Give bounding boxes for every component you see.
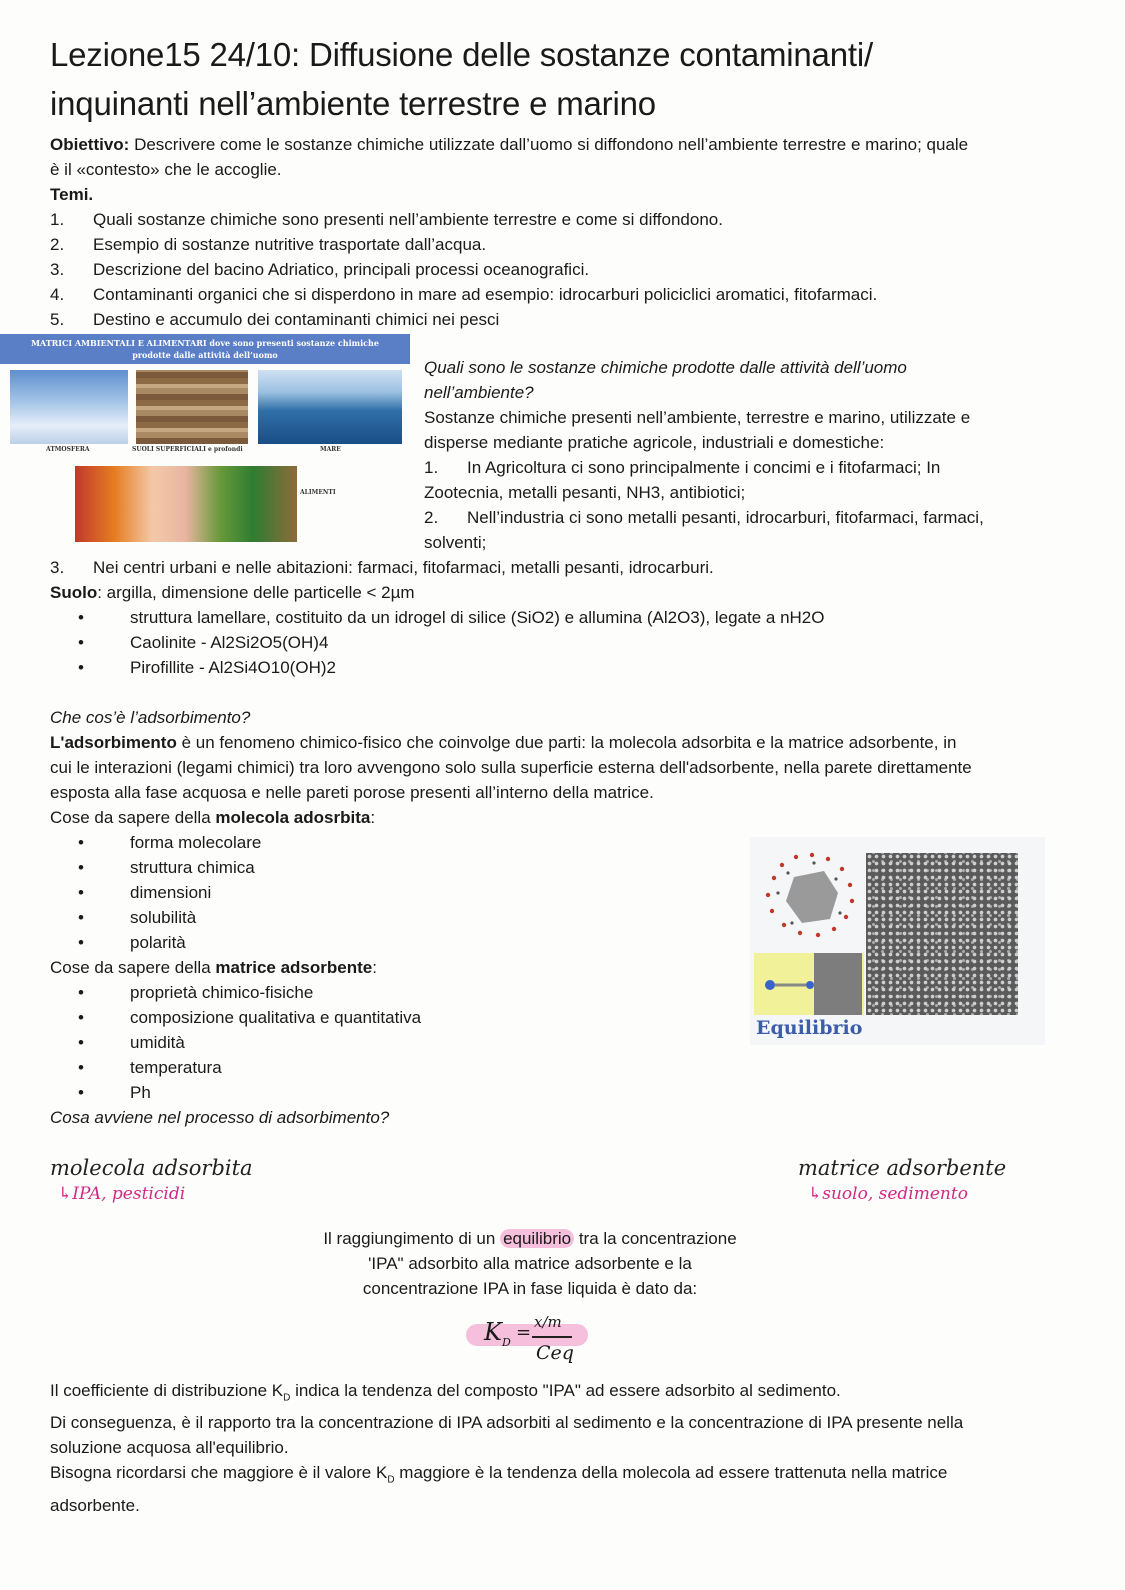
kd-formula [466, 1310, 591, 1374]
atmosphere-image [10, 370, 128, 444]
molecule-heading: Cose da sapere della molecola adosrbita: [50, 808, 376, 827]
porous-matrix-image [866, 853, 1018, 1015]
arrow-icon: ↳ [58, 1184, 73, 1204]
matrices-figure [0, 334, 412, 544]
sea-image [258, 370, 402, 444]
list-item: • forma molecolare [78, 833, 262, 852]
caption-suoli: SUOLI SUPERFICIALI e profondi [132, 446, 243, 453]
list-item: • polarità [78, 933, 186, 952]
page-title: Lezione15 24/10: Diffusione delle sostanze contaminanti/ inquinanti nell’ambiente terrestre e marino [50, 36, 873, 122]
handwritten-matrix [798, 1156, 1058, 1204]
coefficient-text: Il coefficiente di distribuzione $K_D$ indica la tendenza del composto "IPA" ad essere adsorbito al sedimento. Di conseguenza, è il rapporto tra la concentrazione di IPA adsorbiti al sedimento e la concentrazione di IPA presente nella soluzione acquosa all'equilibrio. Bisogna ricordarsi che maggiore è il valore $K_D$ maggiore è la tendenza della molecola ad essere trattenuta nella matrice adsorbente. [50, 1381, 964, 1515]
adsorbed-molecule-graphic [764, 975, 824, 995]
list-item: 1. In Agricoltura ci sono principalmente i concimi e i fitofarmaci; In Zootecnia, metalli pesanti, NH3, antibiotici; [424, 458, 941, 502]
handwritten-molecule [50, 1156, 280, 1204]
soil-image [136, 370, 248, 444]
list-item: • umidità [78, 1033, 185, 1052]
objective-paragraph: Obiettivo: Descrivere come le sostanze chimiche utilizzate dall’uomo si diffondono nell’ambiente terrestre e marino; quale è il «contesto» che le accoglie. [50, 135, 969, 179]
adsorbed-particle-graphic [754, 843, 864, 953]
list-item: 4. Contaminanti organici che si disperdono in mare ad esempio: idrocarburi policiclici aromatici, fitofarmaci. [50, 285, 878, 304]
list-item: • Ph [78, 1083, 151, 1102]
formula-numerator: x/m [534, 1313, 562, 1331]
question1-block: Quali sono le sostanze chimiche prodotte dalle attività dell’uomo nell’ambiente? Sostanze chimiche presenti nell’ambiente, terrestre e marino, utilizzate e disperse mediante pratiche agricole, industriali e domestiche: 1. In Agricoltura ci sono principalmente i concimi e i fitofarmaci; In Zootecnia, metalli pesanti, NH3, antibiotici; 2. Nell’industria ci sono metalli pesanti, idrocarburi, fitofarmaci, farmaci, solventi; [424, 355, 1064, 555]
list-item: 2. Nell’industria ci sono metalli pesanti, idrocarburi, fitofarmaci, farmaci, solventi; [424, 508, 984, 552]
soil-list [50, 605, 1080, 680]
list-item: • struttura chimica [78, 858, 255, 877]
list-item: 1. Quali sostanze chimiche sono presenti nell’ambiente terrestre e come si diffondono. [50, 210, 723, 229]
list-item: • temperatura [78, 1058, 222, 1077]
formula-denominator: Ceq [536, 1342, 574, 1364]
handwritten-right-sub: ↳suolo, sedimento [808, 1184, 968, 1204]
caption-atmosfera: ATMOSFERA [46, 446, 90, 453]
list-item: • Pirofillite - Al2Si4O10(OH)2 [78, 658, 336, 677]
list-item: • dimensioni [78, 883, 212, 902]
figure-header: MATRICI AMBIENTALI E ALIMENTARI dove sono presenti sostanze chimiche prodotte dalle attività dell’uomo [0, 334, 410, 364]
formula-equals: = [516, 1322, 532, 1343]
caption-alimenti: ALIMENTI [300, 489, 336, 496]
document-page [50, 30, 1080, 332]
themes-list [50, 207, 1080, 332]
caption-mare: MARE [320, 446, 341, 453]
list-item: 2. Esempio di sostanze nutritive trasportate dall’acqua. [50, 235, 487, 254]
adsorption-question: Che cos’è l’adsorbimento? [50, 708, 251, 727]
fraction-bar [532, 1336, 572, 1338]
handwritten-right-title: matrice adsorbente [798, 1156, 1007, 1180]
list-item: • composizione qualitativa e quantitativa [78, 1008, 422, 1027]
list-item: • proprietà chimico-fisiche [78, 983, 314, 1002]
arrow-icon: ↳ [808, 1184, 823, 1204]
equilibrium-figure [750, 837, 1045, 1045]
adsorption-definition: L'adsorbimento è un fenomeno chimico-fisico che coinvolge due parti: la molecola adsorbita e la matrice adsorbente, in cui le interazioni (legami chimici) tra loro avvengono solo sulla superficie esterna dell'adsorbente, nella parete direttamente esposta alla fase acquosa e nelle pareti porose presenti all’interno della matrice. [50, 733, 972, 802]
list-item: 5. Destino e accumulo dei contaminanti chimici nei pesci [50, 310, 500, 329]
list-item: • struttura lamellare, costituito da un idrogel di silice (SiO2) e allumina (Al2O3), legate a nH2O [78, 608, 825, 627]
handwritten-left-sub: ↳IPA, pesticidi [58, 1184, 186, 1204]
equilibrium-text: Il raggiungimento di un equilibrio tra la concentrazione 'IPA" adsorbito alla matrice adsorbente e la concentrazione IPA in fase liquida è dato da: [323, 1229, 737, 1298]
list-item: 3. Nei centri urbani e nelle abitazioni: farmaci, fitofarmaci, metalli pesanti, idrocarburi. [50, 558, 714, 577]
food-image [75, 466, 297, 542]
list-item: • solubilità [78, 908, 197, 927]
themes-label: Temi. [50, 185, 94, 204]
figure-caption: Equilibrio [756, 1017, 863, 1039]
list-item: 3. Descrizione del bacino Adriatico, principali processi oceanografici. [50, 260, 590, 279]
process-question: Cosa avviene nel processo di adsorbimento? [50, 1108, 390, 1127]
handwritten-left-title: molecola adsorbita [50, 1156, 253, 1180]
matrix-heading: Cose da sapere della matrice adsorbente: [50, 958, 377, 977]
list-item: • Caolinite - Al2Si2O5(OH)4 [78, 633, 329, 652]
soil-paragraph: Suolo: argilla, dimensione delle particelle < 2µm [50, 583, 415, 602]
formula-k: $K_D$ [484, 1318, 511, 1349]
